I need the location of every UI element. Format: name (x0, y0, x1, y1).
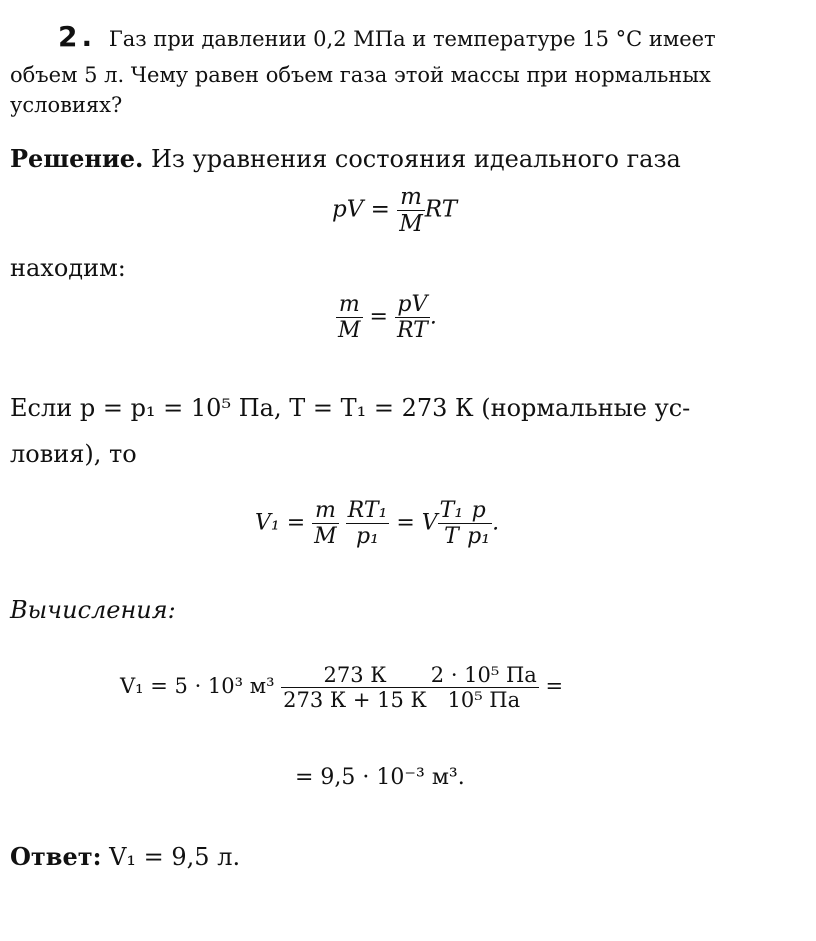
eq3-denominator-4: p₁ (467, 524, 491, 549)
eq4-numerator-2: 2 · 10⁵ Па (430, 663, 537, 687)
answer-label: Ответ: (10, 842, 102, 871)
solution-label: Решение. (10, 144, 144, 173)
eq1-denominator: M (399, 211, 423, 237)
eq3-numerator-1: m (312, 498, 339, 524)
condition-line-1: Если p = p₁ = 10⁵ Па, T = T₁ = 273 К (нормальные ус- (10, 394, 691, 422)
eq3-mid: = V (389, 510, 438, 536)
volume-result-equation: = 9,5 · 10⁻³ м³. (295, 765, 465, 790)
problem-text-line-1: Газ при давлении 0,2 МПа и температуре 15 °С имеет (108, 27, 716, 51)
eq2-fraction-1 (336, 292, 363, 343)
eq3-tail: . (492, 510, 500, 536)
eq3-fraction-3 (438, 498, 466, 549)
solution-intro (10, 144, 681, 173)
eq3-denominator-2: p₁ (356, 524, 379, 549)
eq4-fraction-1 (281, 663, 429, 712)
eq4-denominator-1: 273 К + 15 К (283, 688, 427, 712)
eq2-tail: . (429, 304, 437, 330)
eq4-tail: = (538, 674, 564, 698)
eq4-numerator-1: 273 К (281, 663, 429, 688)
eq3-denominator-1: M (314, 524, 337, 549)
eq3-lhs: V₁ = (255, 510, 313, 536)
condition-line-2: ловия), то (10, 440, 137, 468)
eq2-equals: = (362, 304, 395, 330)
problem-number: 2 (58, 20, 78, 53)
problem-text-line-3: условиях? (10, 93, 123, 117)
volume-derivation-equation (255, 498, 499, 549)
eq2-numerator-2: pV (395, 292, 430, 318)
calculations-label: Вычисления: (10, 596, 176, 624)
eq2-denominator-2: RT (396, 318, 428, 343)
eq1-lhs: pV = (332, 196, 398, 223)
problem-line-1 (58, 22, 716, 54)
eq3-numerator-3: T₁ (439, 498, 464, 523)
ideal-gas-equation (332, 184, 457, 237)
eq4-lhs: V₁ = 5 · 10³ м³ (120, 674, 282, 698)
solution-text: Из уравнения состояния идеального газа (143, 145, 681, 173)
eq2-fraction-2 (395, 292, 430, 343)
eq1-numerator: m (397, 184, 425, 211)
eq3-numerator-4: p (465, 498, 492, 524)
answer-line (10, 842, 240, 871)
eq3-denominator-3: T (444, 524, 459, 549)
eq2-denominator-1: M (338, 318, 361, 343)
problem-number-dot: . (81, 20, 93, 53)
eq2-numerator-1: m (336, 292, 363, 318)
eq4-denominator-2: 10⁵ Па (447, 688, 521, 712)
eq3-numerator-2: RT₁ (347, 498, 388, 523)
answer-value: V₁ = 9,5 л. (101, 843, 241, 871)
problem-text-line-2: объем 5 л. Чему равен объем газа этой массы при нормальных (10, 63, 711, 87)
eq4-fraction-2 (429, 663, 539, 712)
eq1-rhs: RT (424, 196, 458, 223)
mass-ratio-equation (336, 292, 437, 343)
eq3-fraction-2 (346, 498, 390, 549)
volume-calculation-equation (120, 663, 563, 712)
eq3-fraction-4 (465, 498, 492, 549)
eq3-fraction-1 (312, 498, 339, 549)
eq1-fraction (397, 184, 425, 237)
finding-label: находим: (10, 254, 126, 282)
